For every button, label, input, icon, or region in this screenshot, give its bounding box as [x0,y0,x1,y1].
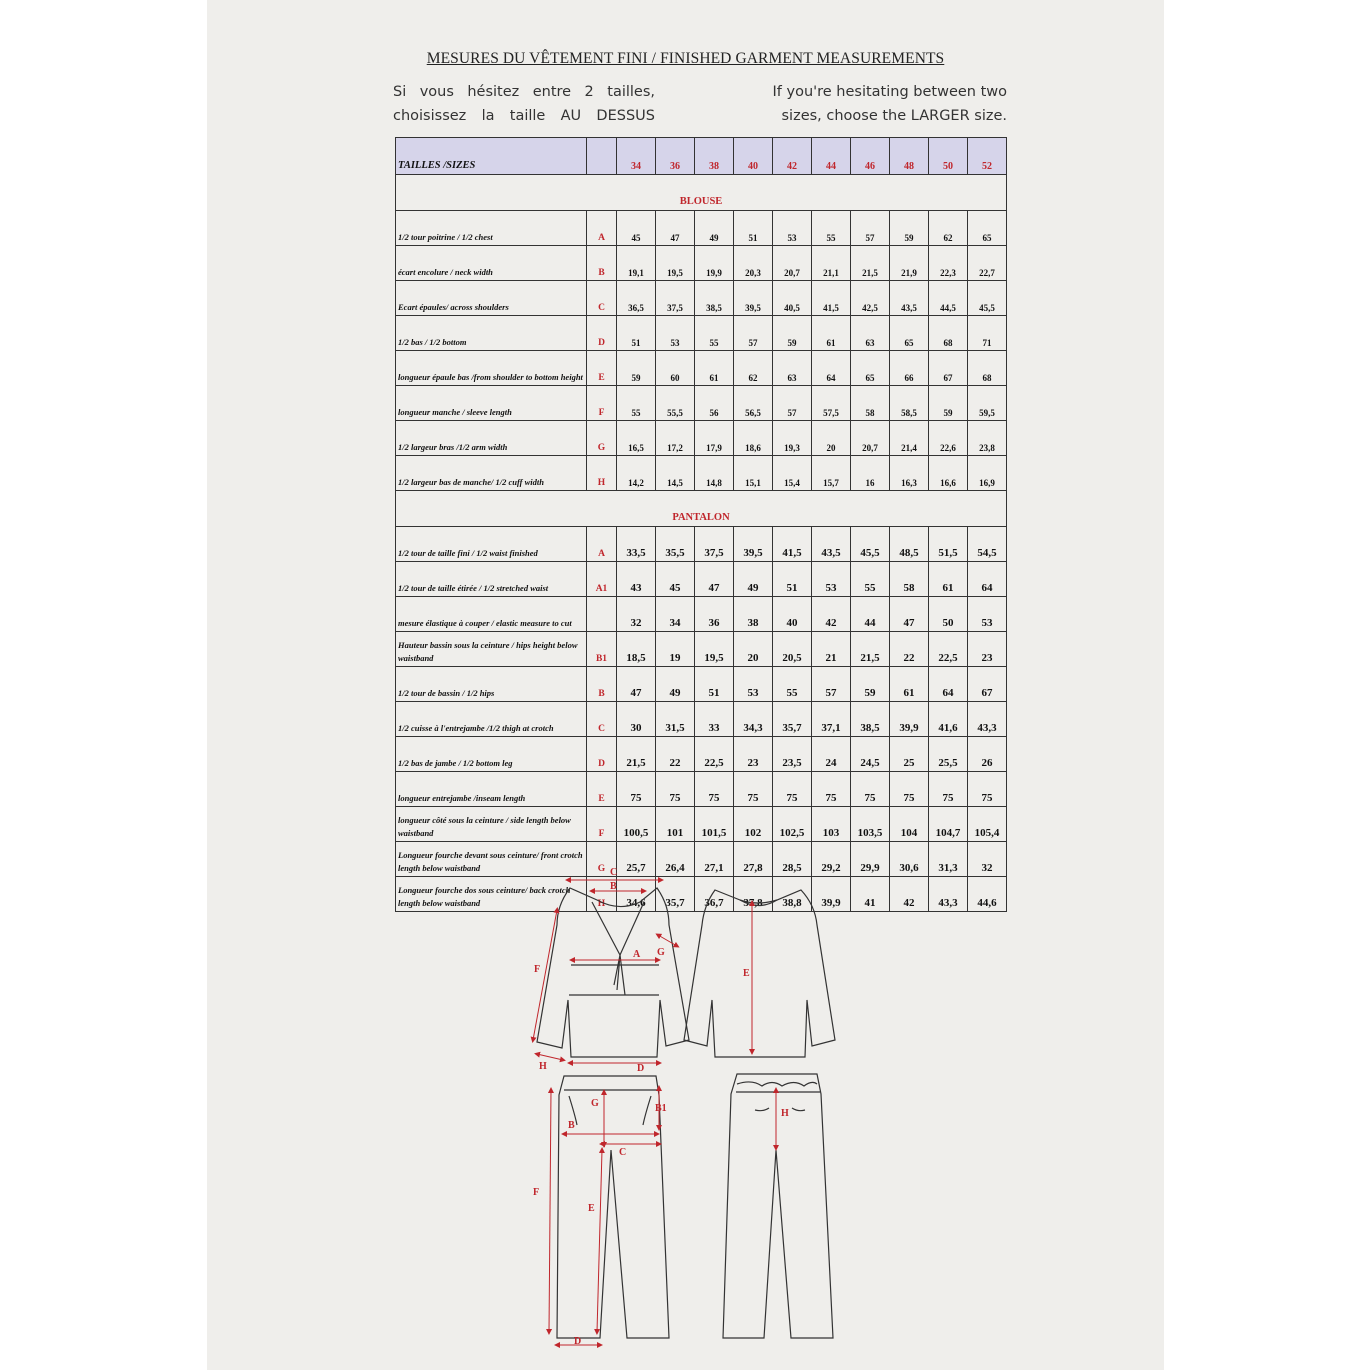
measure-value: 37,1 [812,702,851,737]
measure-value: 45 [617,211,656,246]
diagram-label-b: B [610,881,617,892]
measure-value: 21,4 [890,421,929,456]
measure-line-pf [549,1090,551,1332]
measure-value: 14,5 [656,456,695,491]
measure-value: 102,5 [773,807,812,842]
measure-code: A1 [587,562,617,597]
pants-front-outline [557,1076,669,1338]
measure-value: 15,4 [773,456,812,491]
measure-value: 23 [734,737,773,772]
measure-value: 21,5 [851,246,890,281]
measure-value: 38 [734,597,773,632]
measure-value: 23 [968,632,1007,667]
header-label: TAILLES /SIZES [396,138,587,175]
measure-value: 44,6 [968,877,1007,912]
measure-value: 75 [773,772,812,807]
measure-label: longueur manche / sleeve length [396,386,587,421]
diagram-label-d: D [637,1063,645,1074]
measure-value: 22,3 [929,246,968,281]
diagram-label-pc: C [619,1147,627,1158]
measure-value: 68 [929,316,968,351]
measure-value: 75 [968,772,1007,807]
measure-value: 21,5 [617,737,656,772]
measure-label: 1/2 bas de jambe / 1/2 bottom leg [396,737,587,772]
diagram-label-pe: E [588,1203,595,1214]
measure-value: 38,5 [851,702,890,737]
measure-value: 36 [695,597,734,632]
measure-label: longueur côté sous la ceinture / side length below waistband [396,807,587,842]
pants-back-darts [755,1108,805,1111]
measure-value: 100,5 [617,807,656,842]
measure-value: 51 [734,211,773,246]
measure-value: 15,1 [734,456,773,491]
blouse-front-neckline [592,902,644,955]
diagram-label-f: F [534,964,541,975]
measure-value: 64 [968,562,1007,597]
measure-value: 43,5 [890,281,929,316]
measure-value: 103 [812,807,851,842]
measure-value: 28,5 [773,842,812,877]
pants-front-pockets [569,1096,651,1125]
measure-value: 50 [929,597,968,632]
measure-value: 42 [890,877,929,912]
measure-value: 47 [890,597,929,632]
measure-value: 55 [617,386,656,421]
measure-value: 104,7 [929,807,968,842]
measure-value: 22,5 [929,632,968,667]
measure-value: 57 [773,386,812,421]
measure-value: 57 [812,667,851,702]
measure-value: 16,6 [929,456,968,491]
measure-value: 103,5 [851,807,890,842]
measure-value: 19,3 [773,421,812,456]
measure-label: longueur épaule bas /from shoulder to bottom height [396,351,587,386]
measure-value: 55,5 [656,386,695,421]
measure-label: Hauteur bassin sous la ceinture / hips height below waistband [396,632,587,667]
measure-value: 40 [773,597,812,632]
measure-value: 22 [656,737,695,772]
size-header: 52 [968,138,1007,175]
measure-value: 16 [851,456,890,491]
measure-value: 40,5 [773,281,812,316]
section-title: PANTALON [396,491,1007,527]
measure-value: 35,7 [773,702,812,737]
measure-value: 53 [734,667,773,702]
measure-value: 57 [734,316,773,351]
measure-value: 34,3 [734,702,773,737]
measure-value: 57,5 [812,386,851,421]
measure-code: H [587,877,617,912]
measure-line-h [537,1054,563,1060]
measure-value: 104 [890,807,929,842]
measure-value: 75 [734,772,773,807]
measure-code: H [587,456,617,491]
measure-value: 18,5 [617,632,656,667]
measure-value: 20,7 [851,421,890,456]
measure-value: 51 [773,562,812,597]
measure-value: 65 [890,316,929,351]
diagram-label-pg: G [591,1098,599,1109]
note-english: If you're hesitating between two sizes, choose the LARGER size. [772,84,1007,124]
blouse-front-waist-seam [569,965,659,995]
note-french: Si vous hésitez entre 2 tailles, choisissez la taille AU DESSUS [393,84,655,124]
measure-value: 45 [656,562,695,597]
measure-value: 32 [968,842,1007,877]
measure-value: 20,7 [773,246,812,281]
measure-code: A [587,211,617,246]
measure-label: 1/2 largeur bas de manche/ 1/2 cuff width [396,456,587,491]
measure-label: écart encolure / neck width [396,246,587,281]
measure-value: 66 [890,351,929,386]
measure-value: 27,8 [734,842,773,877]
measure-value: 29,9 [851,842,890,877]
measure-code: C [587,281,617,316]
measure-value: 42 [812,597,851,632]
measure-value: 37,8 [734,877,773,912]
measure-code: A [587,527,617,562]
measure-value: 65 [968,211,1007,246]
section-title: BLOUSE [396,175,1007,211]
measure-value: 75 [617,772,656,807]
measure-value: 44,5 [929,281,968,316]
measure-label: 1/2 tour de bassin / 1/2 hips [396,667,587,702]
measure-value: 20,3 [734,246,773,281]
measure-value: 21,9 [890,246,929,281]
measure-value: 19,5 [695,632,734,667]
measure-value: 15,7 [812,456,851,491]
diagram-label-h: H [539,1061,547,1072]
measure-value: 42,5 [851,281,890,316]
measure-value: 58 [890,562,929,597]
measure-value: 23,8 [968,421,1007,456]
measure-label: 1/2 bas / 1/2 bottom [396,316,587,351]
measure-value: 63 [773,351,812,386]
measure-value: 21 [812,632,851,667]
blouse-back-outline [684,890,835,1057]
blouse-front-outline [537,888,689,1057]
measure-value: 64 [929,667,968,702]
measure-value: 27,1 [695,842,734,877]
measure-label: Longueur fourche devant sous ceinture/ front crotch length below waistband [396,842,587,877]
measure-value: 14,2 [617,456,656,491]
pants-back-waistband [736,1082,820,1092]
measure-value: 17,9 [695,421,734,456]
measure-value: 17,2 [656,421,695,456]
measure-value: 101 [656,807,695,842]
measure-code: C [587,702,617,737]
size-header: 36 [656,138,695,175]
measure-value: 49 [734,562,773,597]
measure-value: 29,2 [812,842,851,877]
measure-value: 61 [929,562,968,597]
measure-value: 59 [773,316,812,351]
measure-value: 34,6 [617,877,656,912]
measure-value: 59 [890,211,929,246]
measure-value: 51,5 [929,527,968,562]
measure-value: 68 [968,351,1007,386]
measure-value: 25,7 [617,842,656,877]
measure-value: 26,4 [656,842,695,877]
measure-value: 25,5 [929,737,968,772]
measure-value: 16,5 [617,421,656,456]
measure-value: 30,6 [890,842,929,877]
measure-value: 44 [851,597,890,632]
measure-value: 43,3 [968,702,1007,737]
measure-value: 53 [656,316,695,351]
measure-value: 59 [617,351,656,386]
measure-code: G [587,842,617,877]
measure-code: E [587,351,617,386]
measure-code: F [587,807,617,842]
measure-value: 59 [929,386,968,421]
diagram-label-pd: D [574,1336,582,1347]
measure-value: 36,7 [695,877,734,912]
measure-value: 47 [617,667,656,702]
measure-value: 53 [968,597,1007,632]
measure-value: 16,9 [968,456,1007,491]
measure-value: 36,5 [617,281,656,316]
measure-value: 47 [656,211,695,246]
measure-value: 18,6 [734,421,773,456]
measure-value: 45,5 [968,281,1007,316]
measure-value: 38,5 [695,281,734,316]
measure-value: 49 [656,667,695,702]
measure-value: 60 [656,351,695,386]
measure-value: 37,5 [695,527,734,562]
measure-value: 57 [851,211,890,246]
measure-value: 38,8 [773,877,812,912]
measure-value: 22 [890,632,929,667]
measure-value: 61 [890,667,929,702]
measure-value: 41 [851,877,890,912]
measure-value: 55 [851,562,890,597]
size-header: 44 [812,138,851,175]
measure-value: 75 [929,772,968,807]
measure-value: 75 [851,772,890,807]
measure-value: 21,5 [851,632,890,667]
measure-value: 30 [617,702,656,737]
measure-label: 1/2 cuisse à l'entrejambe /1/2 thigh at crotch [396,702,587,737]
measure-value: 56 [695,386,734,421]
measure-value: 58 [851,386,890,421]
measure-value: 41,5 [812,281,851,316]
measure-value: 26 [968,737,1007,772]
measure-value: 48,5 [890,527,929,562]
measure-value: 20,5 [773,632,812,667]
measure-value: 24,5 [851,737,890,772]
measure-value: 59 [851,667,890,702]
size-header: 42 [773,138,812,175]
measure-value: 62 [734,351,773,386]
size-header: 40 [734,138,773,175]
blouse-front-tie [614,955,625,995]
measure-value: 49 [695,211,734,246]
measure-value: 20 [734,632,773,667]
measure-value: 35,5 [656,527,695,562]
size-header: 48 [890,138,929,175]
measure-value: 33,5 [617,527,656,562]
measure-value: 101,5 [695,807,734,842]
measure-value: 21,1 [812,246,851,281]
measure-value: 41,5 [773,527,812,562]
measure-value: 59,5 [968,386,1007,421]
measure-value: 20 [812,421,851,456]
measure-value: 51 [617,316,656,351]
measure-value: 55 [695,316,734,351]
measure-value: 54,5 [968,527,1007,562]
measure-value: 39,5 [734,527,773,562]
measure-label: mesure élastique à couper / elastic measure to cut [396,597,587,632]
measure-value: 53 [773,211,812,246]
measure-value: 23,5 [773,737,812,772]
diagram-label-c: C [610,867,618,878]
measure-value: 55 [773,667,812,702]
measure-value: 102 [734,807,773,842]
measure-value: 34 [656,597,695,632]
measure-value: 61 [695,351,734,386]
size-header: 46 [851,138,890,175]
measure-code: B [587,246,617,281]
diagram-label-pf: F [533,1187,540,1198]
measure-value: 31,3 [929,842,968,877]
measure-code: F [587,386,617,421]
measure-value: 55 [812,211,851,246]
measure-label: 1/2 tour poitrine / 1/2 chest [396,211,587,246]
measure-value: 19,5 [656,246,695,281]
diagram-label-ph: H [781,1108,789,1119]
measure-value: 33 [695,702,734,737]
pants-back-outline [723,1074,833,1338]
size-header: 34 [617,138,656,175]
diagram-label-b1: B1 [655,1103,667,1114]
measure-line-pe [597,1150,602,1332]
measure-value: 39,5 [734,281,773,316]
measure-value: 75 [812,772,851,807]
diagram-label-pb: B [568,1120,575,1131]
measure-value: 39,9 [812,877,851,912]
measure-value: 22,5 [695,737,734,772]
measure-value: 64 [812,351,851,386]
measure-value: 19,1 [617,246,656,281]
measure-code: B1 [587,632,617,667]
measure-value: 62 [929,211,968,246]
measure-label: Longueur fourche dos sous ceinture/ back crotch length below waistband [396,877,587,912]
measure-value: 43,3 [929,877,968,912]
garment-diagrams [207,0,1164,1370]
measure-code: D [587,737,617,772]
measure-code: G [587,421,617,456]
measure-value: 41,6 [929,702,968,737]
measure-value: 32 [617,597,656,632]
measure-code: D [587,316,617,351]
measure-value: 58,5 [890,386,929,421]
measure-value: 105,4 [968,807,1007,842]
measure-value: 43 [617,562,656,597]
measure-value: 39,9 [890,702,929,737]
page-title: MESURES DU VÊTEMENT FINI / FINISHED GARMENT MEASUREMENTS [426,50,945,67]
measure-value: 67 [968,667,1007,702]
measure-value: 45,5 [851,527,890,562]
measure-value: 19,9 [695,246,734,281]
measure-value: 22,6 [929,421,968,456]
measure-line-g [658,935,677,946]
measure-value: 65 [851,351,890,386]
measure-value: 75 [656,772,695,807]
measure-value: 51 [695,667,734,702]
measure-value: 53 [812,562,851,597]
pattern-sheet [207,0,1164,1370]
measure-code: B [587,667,617,702]
measure-value: 71 [968,316,1007,351]
measure-value: 61 [812,316,851,351]
measure-code: E [587,772,617,807]
diagram-label-a: A [633,949,641,960]
measure-value: 56,5 [734,386,773,421]
measure-value: 22,7 [968,246,1007,281]
measure-value: 14,8 [695,456,734,491]
measure-value: 37,5 [656,281,695,316]
measure-value: 67 [929,351,968,386]
measure-label: longueur entrejambe /inseam length [396,772,587,807]
size-header: 38 [695,138,734,175]
measure-value: 63 [851,316,890,351]
measure-value: 25 [890,737,929,772]
size-header: 50 [929,138,968,175]
diagram-label-g: G [657,947,665,958]
measure-value: 75 [695,772,734,807]
measure-value: 75 [890,772,929,807]
measure-label: 1/2 largeur bras /1/2 arm width [396,421,587,456]
diagram-label-e: E [743,968,750,979]
measure-value: 24 [812,737,851,772]
measure-value: 16,3 [890,456,929,491]
measure-value: 31,5 [656,702,695,737]
measure-value: 19 [656,632,695,667]
measure-label: 1/2 tour de taille fini / 1/2 waist finished [396,527,587,562]
measure-label: 1/2 tour de taille étirée / 1/2 stretched waist [396,562,587,597]
measure-value: 43,5 [812,527,851,562]
measure-value: 35,7 [656,877,695,912]
measure-label: Ecart épaules/ across shoulders [396,281,587,316]
measure-value: 47 [695,562,734,597]
measure-line-f [533,910,557,1040]
